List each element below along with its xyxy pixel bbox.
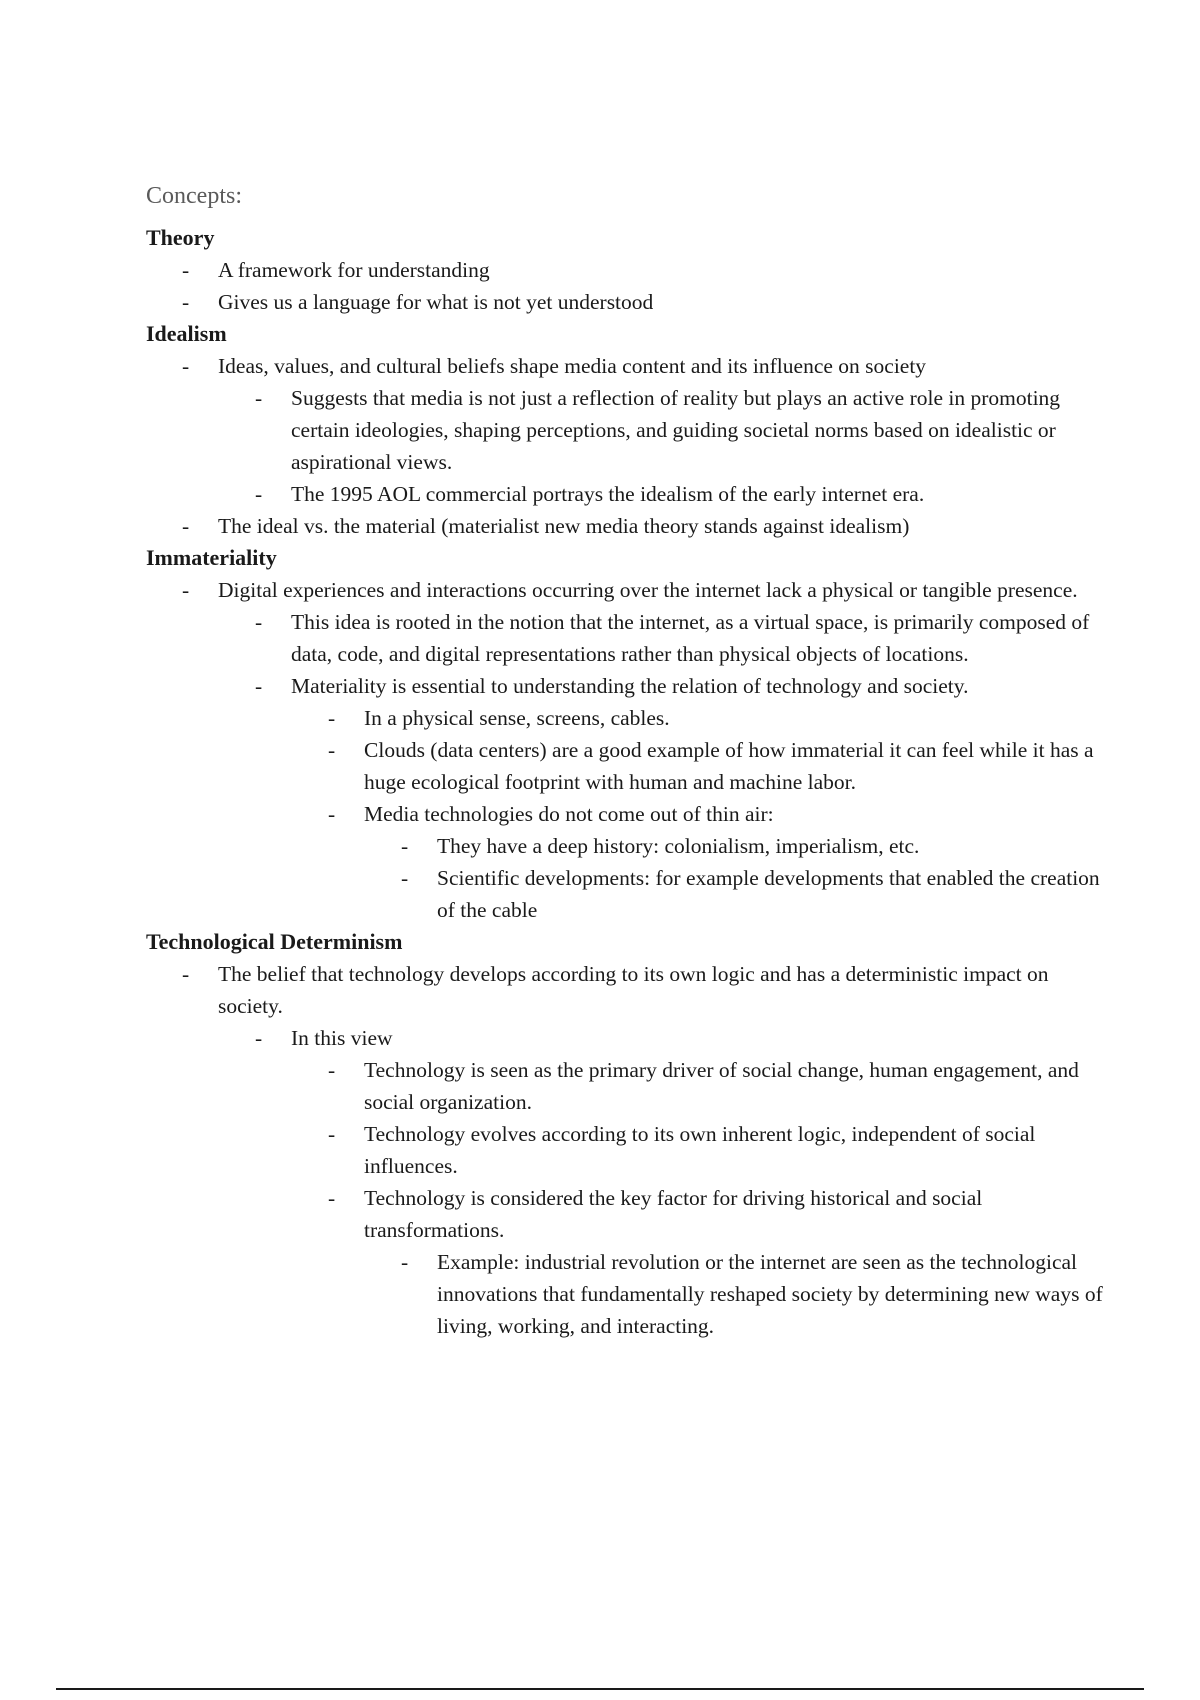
list-item [328, 798, 1106, 830]
bullet-dash-icon: - [255, 610, 263, 634]
list-item-text: Example: industrial revolution or the internet are seen as the technological innovations that fundamentally reshaped society by determining new ways of living, working, and interacting. [437, 1250, 1103, 1338]
list-item [182, 574, 1106, 606]
list-item [401, 1246, 1106, 1342]
section-technological-determinism [146, 926, 1106, 1342]
list-item-text: Digital experiences and interactions occurring over the internet lack a physical or tangible presence. [218, 578, 1078, 602]
list-item-text: In a physical sense, screens, cables. [364, 706, 670, 730]
bullet-dash-icon: - [255, 1026, 263, 1050]
bullet-dash-icon: - [328, 1058, 336, 1082]
bullet-dash-icon: - [328, 706, 336, 730]
concepts-label: Concepts: [146, 183, 242, 209]
list-item [328, 734, 1106, 798]
list-item [328, 1118, 1106, 1182]
list-item [401, 830, 1106, 862]
list-item [255, 670, 1106, 702]
list-item [328, 702, 1106, 734]
bullet-dash-icon: - [182, 578, 190, 602]
section-heading: Idealism [146, 321, 227, 346]
list-item-text: Media technologies do not come out of thin air: [364, 802, 774, 826]
list-item [255, 606, 1106, 670]
list-item [182, 286, 1106, 318]
section-heading: Theory [146, 225, 215, 250]
list-item-text: Materiality is essential to understanding the relation of technology and society. [291, 674, 969, 698]
list-item-text: A framework for understanding [218, 258, 490, 282]
bullet-dash-icon: - [255, 674, 263, 698]
list-item [401, 862, 1106, 926]
list-item-text: In this view [291, 1026, 393, 1050]
list-item [328, 1054, 1106, 1118]
list-item [255, 382, 1106, 478]
list-item [328, 1182, 1106, 1246]
bullet-dash-icon: - [401, 1250, 409, 1274]
list-item [182, 254, 1106, 286]
list-item [255, 1022, 1106, 1054]
list-item [182, 510, 1106, 542]
footer-rule [56, 1688, 1144, 1690]
section-idealism [146, 318, 1106, 542]
bullet-dash-icon: - [328, 1122, 336, 1146]
list-item-text: The 1995 AOL commercial portrays the idealism of the early internet era. [291, 482, 925, 506]
list-item-text: Clouds (data centers) are a good example of how immaterial it can feel while it has a huge ecological footprint with human and machine labor. [364, 738, 1094, 794]
bullet-dash-icon: - [182, 354, 190, 378]
list-item [182, 958, 1106, 1022]
bullet-dash-icon: - [328, 738, 336, 762]
list-item-text: The ideal vs. the material (materialist new media theory stands against idealism) [218, 514, 910, 538]
section-heading: Technological Determinism [146, 929, 403, 954]
list-item [182, 350, 1106, 382]
document-content [146, 222, 1106, 1342]
list-item-text: Scientific developments: for example developments that enabled the creation of the cable [437, 866, 1100, 922]
bullet-dash-icon: - [328, 802, 336, 826]
section-theory [146, 222, 1106, 318]
list-item [255, 478, 1106, 510]
bullet-dash-icon: - [401, 834, 409, 858]
bullet-dash-icon: - [182, 514, 190, 538]
bullet-dash-icon: - [182, 290, 190, 314]
bullet-dash-icon: - [328, 1186, 336, 1210]
section-immateriality [146, 542, 1106, 926]
bullet-dash-icon: - [182, 962, 190, 986]
bullet-dash-icon: - [182, 258, 190, 282]
list-item-text: Technology is seen as the primary driver of social change, human engagement, and social organization. [364, 1058, 1079, 1114]
list-item-text: This idea is rooted in the notion that the internet, as a virtual space, is primarily composed of data, code, and digital representations rather than physical objects of locations. [291, 610, 1090, 666]
list-item-text: Technology is considered the key factor for driving historical and social transformations. [364, 1186, 983, 1242]
bullet-dash-icon: - [255, 386, 263, 410]
list-item-text: Ideas, values, and cultural beliefs shape media content and its influence on society [218, 354, 927, 378]
list-item-text: Technology evolves according to its own inherent logic, independent of social influences. [364, 1122, 1036, 1178]
list-item-text: They have a deep history: colonialism, imperialism, etc. [437, 834, 920, 858]
list-item-text: Suggests that media is not just a reflection of reality but plays an active role in promoting certain ideologies, shaping perceptions, and guiding societal norms based on idealistic or aspirational views. [291, 386, 1061, 474]
list-item-text: Gives us a language for what is not yet understood [218, 290, 654, 314]
bullet-dash-icon: - [401, 866, 409, 890]
section-heading: Immateriality [146, 545, 277, 570]
bullet-dash-icon: - [255, 482, 263, 506]
list-item-text: The belief that technology develops according to its own logic and has a deterministic impact on society. [218, 962, 1049, 1018]
